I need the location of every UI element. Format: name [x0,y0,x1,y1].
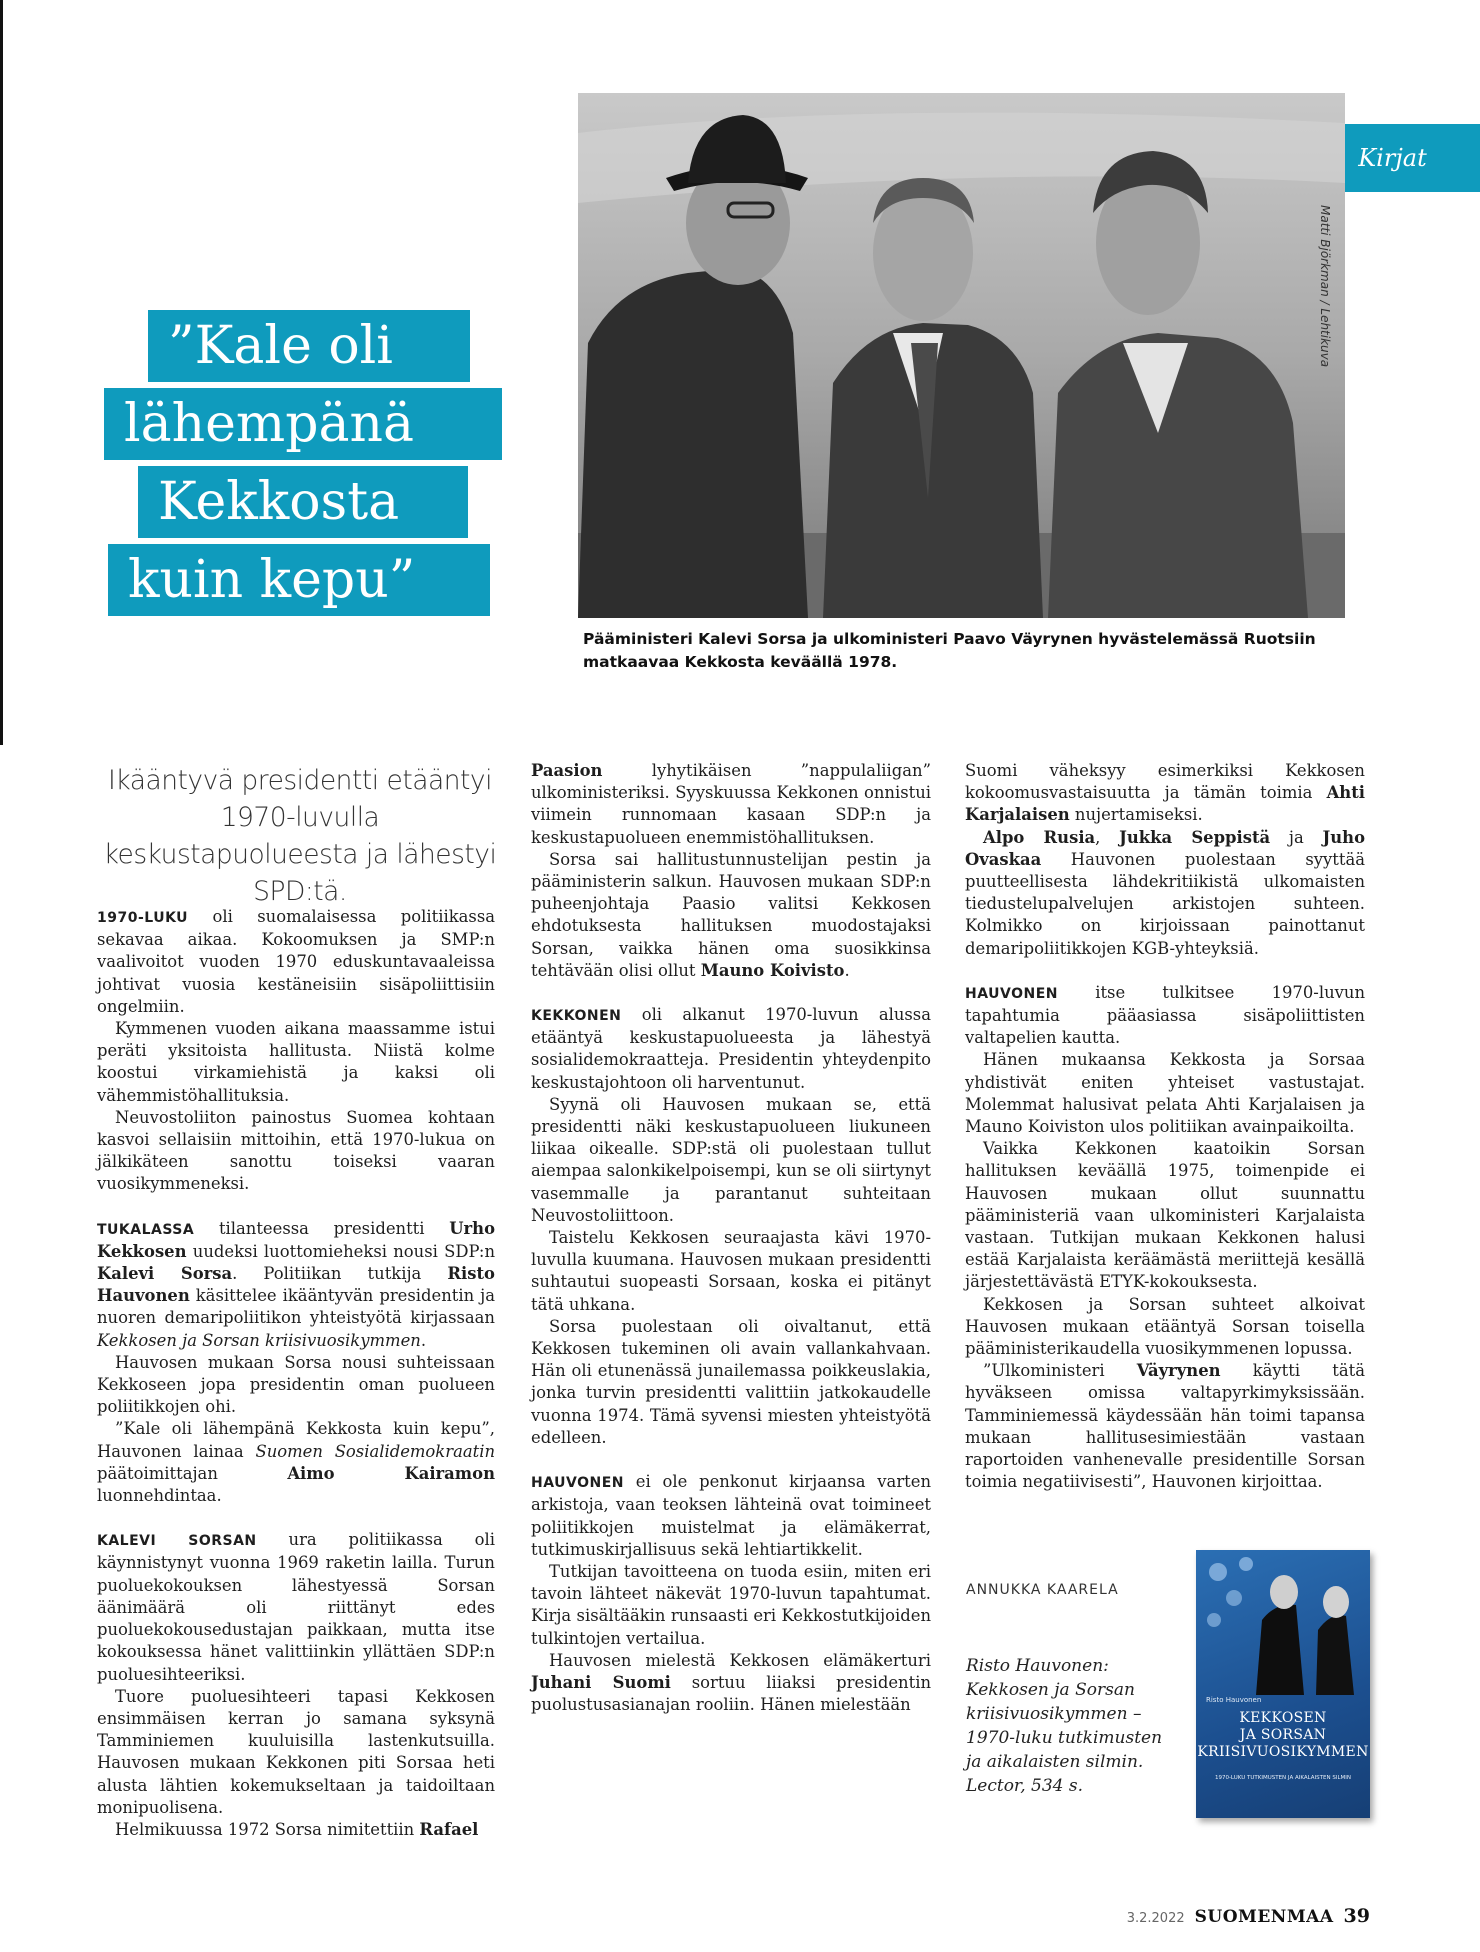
paragraph-lead-in: TUKALASSA [97,1221,195,1238]
paragraph-text: Suomi väheksyy esimerkiksi Kekkosen kokoomusvastaisuutta ja tämän toimia [965,761,1365,803]
magazine-name: SUOMENMAA [1194,1907,1334,1927]
paragraph-text: Sorsa sai hallitustunnustelijan pestin ja pääministerin salkun. Hauvosen mukaan SDP:n puheenjohtaja Paasio valitsi Kekkosen ehdotuksesta hallituksen muodostajaksi Sorsan, vaikka hänen oma suosikkinsa tehtävään olisi ollut [531,849,931,980]
paragraph [531,849,931,982]
paragraph: Taistelu Kekkosen seuraajasta kävi 1970-luvulla kuumana. Hauvosen mukaan presidentti suhtautui suopeasti Sorsaan, koska ei pitänyt tätä uhkana. [531,1228,931,1314]
paragraph [97,1218,495,1352]
book-cover-title-line: KEKKOSEN [1239,1710,1327,1726]
book-cover-author: Risto Hauvonen [1206,1696,1262,1704]
paragraph: Sorsa puolestaan oli oivaltanut, että Kekkosen tukeminen oli avain vallankahvaan. Hän oli etunenässä junailemassa poikkeuslakia, jonka turvin presidentti valittiin jatkokaudelle vuonna 1974. Tämä syvensi miesten yhteistyötä edelleen. [531,1316,931,1447]
person-name: Kalevi Sorsa [97,1264,233,1284]
person-name: Juhani Suomi [531,1672,671,1692]
paragraph [531,1004,931,1094]
paragraph [531,760,931,849]
person-name: Paasion [531,761,603,780]
paragraph-text: Hauvosen mielestä Kekkosen elämäkerturi [549,1650,931,1670]
person-name: Aimo Kairamon [287,1463,495,1483]
paragraph-text: ura politiikassa oli käynnistynyt vuonna 1969 raketin lailla. Turun puoluekokouksen lähestyessä Sorsan äänimäärä oli riittänyt edes puoluekokousedustajan paikkaan, mutta itse kokouksessa hänet valittiinkin yllättäen SDP:n puoluesihteeriksi. [97,1530,495,1684]
paragraph-lead-in: KALEVI SORSAN [97,1533,257,1550]
book-info-line: Risto Hauvonen: [966,1656,1109,1676]
paragraph [97,1529,495,1685]
person-name: Risto Hauvonen [97,1264,495,1306]
book-cover-subtitle: 1970-LUKU TUTKIMUSTEN JA AIKALAISTEN SILMIN [1214,1775,1352,1781]
book-cover-title-line: KRIISIVUOSIKYMMEN [1197,1744,1369,1760]
page-number: 39 [1343,1905,1370,1927]
book-info-line: ja aikalaisten silmin. [966,1752,1144,1772]
pull-quote-line: lähempänä [104,388,502,460]
paragraph-text: käytti tätä hyväkseen omissa valtapyrkimyksissään. Tamminiemessä käydessään hän toimi tapansa mukaan hallitusesimiestään vastaan raportoiden vanhenevalle presidentille Sorsan toimia negatiivisesti”, Hauvonen kirjoittaa. [965,1361,1365,1492]
person-name: Ahti Karjalaisen [965,783,1365,825]
paragraph: Kymmenen vuoden aikana maassamme istui peräti yksitoista hallitusta. Niistä kolme koostui virkamiehistä ja kaksi oli vähemmistöhallituksia. [97,1019,495,1105]
page-left-rule [0,0,3,745]
paragraph-text: ei ole penkonut kirjaansa varten arkistoja, vaan teoksen lähteinä ovat toimineet poliitikkojen muistelmat ja elämäkerrat, tutkimuskirjallisuus sekä lehtiartikkelit. [531,1472,931,1559]
article-author: ANNUKKA KAARELA [966,1582,1119,1598]
photo-credit: Matti Björkman / Lehtikuva [1318,205,1332,368]
book-info [966,1654,1166,1798]
paragraph-text: , [1095,827,1120,847]
paragraph-text: oli suomalaisessa politiikassa sekavaa aikaa. Kokoomuksen ja SMP:n vaalivoitot vuoden 1970 eduskuntavaaleissa johtivat vuosia kestäneisiin sisäpoliittisiin ongelmiin. [97,907,495,1016]
book-cover-illustration [1196,1550,1370,1695]
book-cover [1196,1550,1370,1818]
article-column-3 [965,760,1365,1494]
section-label: Kirjat [1358,144,1427,172]
person-name: Alpo Rusia [983,827,1096,847]
paragraph-lead-in: HAUVONEN [531,1475,624,1492]
paragraph: Syynä oli Hauvosen mukaan se, että presidentti näki keskustapuolueen liukuneen liikaa oikealle. SDP:stä oli puolestaan tullut aiempaa salonkikelpoisempi, kun se oli siirtynyt vasemmalle ja parantanut suhteitaan Neuvostoliittoon. [531,1094,931,1225]
paragraph-text: lyhytikäisen ”nappulaliigan” ulkoministeriksi. Syyskuussa Kekkonen onnistui viimein runnomaan kasaan SDP:n ja keskustapuolueen enemmistöhallituksen. [531,761,931,847]
paragraph: Neuvostoliiton painostus Suomea kohtaan kasvoi sellaisiin mittoihin, että 1970-lukua on jälkikäteen sanottu toiseksi vaaran vuosikymmeneksi. [97,1107,495,1194]
article-photo [578,93,1345,618]
paragraph-text: tilanteessa presidentti [194,1218,450,1238]
paragraph-text: . Politiikan tutkija [232,1264,448,1284]
person-name: Juho Ovaskaa [965,827,1366,869]
paragraph-text: Helmikuussa 1972 Sorsa nimitettiin [115,1819,420,1839]
photo-caption: Pääministeri Kalevi Sorsa ja ulkoministeri Paavo Väyrynen hyvästelemässä Ruotsiin matkaavaa Kekkosta keväällä 1978. [583,630,1316,671]
paragraph-text: uudeksi luottomieheksi nousi SDP:n [186,1241,495,1261]
paragraph-lead-in: KEKKONEN [531,1008,622,1025]
page-footer [1100,1905,1370,1927]
book-info-line: Kekkosen ja Sorsan [966,1680,1135,1700]
paragraph: Tutkijan tavoitteena on tuoda esiin, miten eri tavoin lähteet näkevät 1970-luvun tapahtumat. Kirja sisältääkin runsaasti eri Kekkostutkijoiden tulkintojen vertailua. [531,1561,931,1648]
person-name: Urho Kekkosen [97,1218,495,1261]
paragraph-text: ”Ulkoministeri [983,1361,1137,1381]
paragraph: Vaikka Kekkonen kaatoikin Sorsan hallituksen keväällä 1975, toimenpide ei Hauvosen mukaan ollut suunnattu pääministeriä vaan ulkoministeri Karjalaista vastaan. Tutkijan mukaan Kekkonen halusi estää Karjalaista keräämästä meriittejä kesällä järjestettävästä ETYK-kokouksesta. [965,1139,1365,1292]
paragraph-text: käsittelee ikääntyvän presidentin ja nuoren demaripoliitikon yhteistyötä kirjassaan [97,1286,495,1328]
paragraph [965,760,1365,827]
book-cover-title [1196,1710,1370,1761]
pull-quote-line: kuin kepu” [108,544,490,616]
paragraph-text: ja [1270,827,1323,847]
book-cover-title-line: JA SORSAN [1239,1727,1327,1743]
paragraph-text: Hauvonen puolestaan syyttää puutteellisesta lähdekritiikistä ulkomaisten tiedustelupalvelujen arkistojen suhteen. Kolmikko on kirjoissaan painottanut demaripoliitikkojen KGB-yhteyksiä. [965,849,1365,958]
paragraph-text: luonnehdintaa. [97,1486,222,1506]
paragraph [531,1471,931,1561]
paragraph [97,1418,495,1507]
paragraph-text: . [420,1330,427,1350]
book-info-line: kriisivuosikymmen – [966,1704,1142,1724]
paragraph [97,906,495,1018]
paragraph: Tuore puoluesihteeri tapasi Kekkosen ensimmäisen kerran jo samana syksynä Tamminiemen kuuluisilla lastenkutsuilla. Hauvosen mukaan Kekkonen piti Sorsaa heti alusta lähtien kokemukseltaan ja taidoiltaan monipuolisena. [97,1686,495,1817]
person-name: Rafael [419,1819,479,1839]
paragraph-text: nujertamiseksi. [1069,805,1203,825]
publication-name: Suomen Sosialidemokraatin [255,1441,495,1461]
issue-date: 3.2.2022 [1126,1911,1185,1926]
paragraph-text: oli alkanut 1970-luvun alussa etääntyä keskustapuolueesta ja lähestyä sosialidemokraatteja. Presidentin yhteydenpito keskustajohtoon oli harventunut. [531,1005,931,1092]
paragraph-text: sortuu liiaksi presidentin puolustusasianajan rooliin. Hänen mielestään [531,1672,931,1715]
paragraph-text: itse tulkitsee 1970-luvun tapahtumia pääasiassa sisäpoliittisten valtapelien kautta. [965,982,1365,1048]
paragraph-lead-in: HAUVONEN [965,985,1058,1002]
book-title-inline: Kekkosen ja Sorsan kriisivuosikymmen [97,1330,421,1350]
pull-quote-line: ”Kale oli [148,310,470,382]
paragraph-lead-in: 1970-LUKU [97,910,189,926]
pull-quote-line: Kekkosta [138,466,468,538]
paragraph [531,1650,931,1717]
article-lead: Ikääntyvä presidentti etääntyi 1970-luvulla keskustapuolueesta ja lähestyi SPD:tä. [103,765,497,907]
paragraph [97,1819,495,1841]
book-info-line: 1970-luku tutkimusten [966,1728,1163,1748]
paragraph [965,1360,1365,1493]
paragraph: Hänen mukaansa Kekkosta ja Sorsaa yhdistivät eniten yhteiset vastustajat. Molemmat halusivat pelata Ahti Karjalaisen ja Mauno Koiviston ulos politiikan avainpaikoilta. [965,1050,1365,1137]
person-name: Jukka Seppistä [1119,827,1271,847]
paragraph-text: päätoimittajan [97,1463,288,1483]
paragraph: Hauvosen mukaan Sorsa nousi suhteissaan Kekkoseen jopa presidentin oman puolueen poliitikkojen ohi. [97,1352,495,1417]
paragraph: Kekkosen ja Sorsan suhteet alkoivat Hauvosen mukaan etääntyä Sorsan toisella pääministerikaudella vuosikymmenen lopussa. [965,1294,1365,1359]
article-column-2 [531,760,931,1716]
book-info-line: Lector, 534 s. [966,1776,1083,1796]
person-name: Väyrynen [1136,1361,1221,1381]
article-column-1 [97,906,495,1841]
paragraph-text: ”Kale oli lähempänä Kekkosta kuin kepu”, Hauvonen lainaa [97,1419,495,1461]
person-name: Mauno Koivisto [700,960,845,980]
photo-illustration [578,93,1345,618]
paragraph [965,982,1365,1050]
paragraph-text: . [844,960,850,980]
paragraph [965,827,1365,960]
